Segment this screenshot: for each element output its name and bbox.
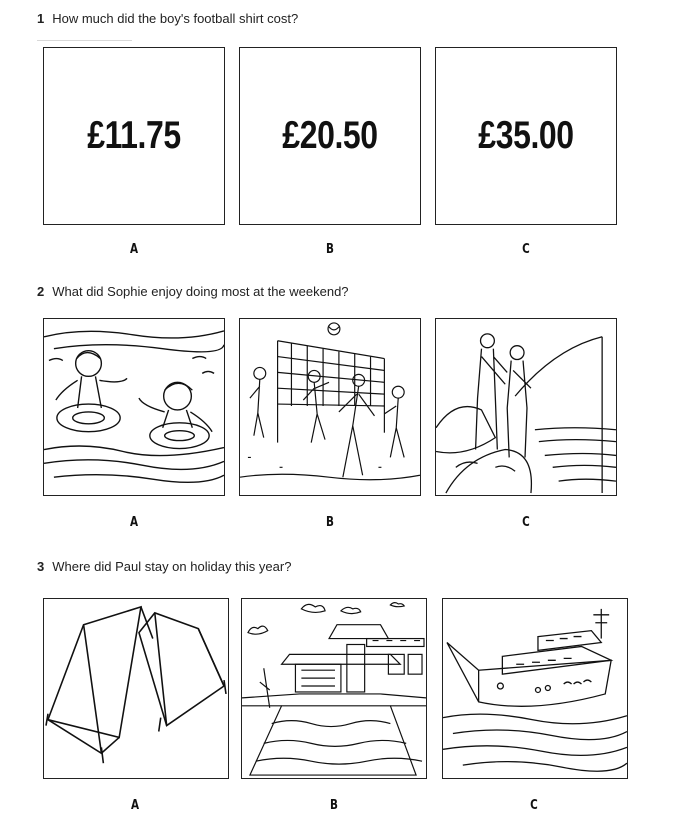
option-1b-price-card[interactable] — [239, 47, 421, 225]
option-3b-letter: B — [330, 798, 338, 813]
tents-illustration-icon — [44, 599, 228, 778]
question-2-number: 2 — [37, 284, 45, 299]
option-2b-picture[interactable] — [239, 318, 421, 496]
option-1a-price: £11.75 — [87, 114, 181, 157]
option-1c-letter: C — [522, 242, 530, 257]
fishing-illustration-icon — [436, 319, 616, 495]
question-1-text: How much did the boy's football shirt cost? — [52, 11, 299, 26]
swimming-illustration-icon — [44, 319, 224, 495]
hotel-pool-illustration-icon — [242, 599, 426, 778]
option-2b-letter: B — [326, 515, 334, 530]
question-2 — [37, 284, 349, 299]
option-3c-picture[interactable] — [442, 598, 628, 779]
divider — [37, 40, 132, 41]
option-1c-price-card[interactable] — [435, 47, 617, 225]
option-1b-letter: B — [326, 242, 334, 257]
option-3a-letter: A — [130, 798, 140, 813]
option-1a-letter: A — [129, 242, 139, 257]
option-2c-letter: C — [522, 515, 530, 530]
question-3-text: Where did Paul stay on holiday this year? — [52, 559, 292, 574]
option-3a-picture[interactable] — [43, 598, 229, 779]
volleyball-illustration-icon — [240, 319, 420, 495]
question-1-number: 1 — [37, 11, 45, 26]
option-2c-picture[interactable] — [435, 318, 617, 496]
option-1a-price-card[interactable] — [43, 47, 225, 225]
option-3c-letter: C — [530, 798, 538, 813]
question-1 — [37, 11, 298, 26]
option-1b-price: £20.50 — [282, 114, 378, 157]
question-2-text: What did Sophie enjoy doing most at the weekend? — [52, 284, 349, 299]
yacht-illustration-icon — [443, 599, 627, 778]
question-3 — [37, 559, 291, 574]
question-3-number: 3 — [37, 559, 45, 574]
option-3b-picture[interactable] — [241, 598, 427, 779]
option-2a-letter: A — [129, 515, 139, 530]
option-1c-price: £35.00 — [478, 114, 574, 157]
option-2a-picture[interactable] — [43, 318, 225, 496]
